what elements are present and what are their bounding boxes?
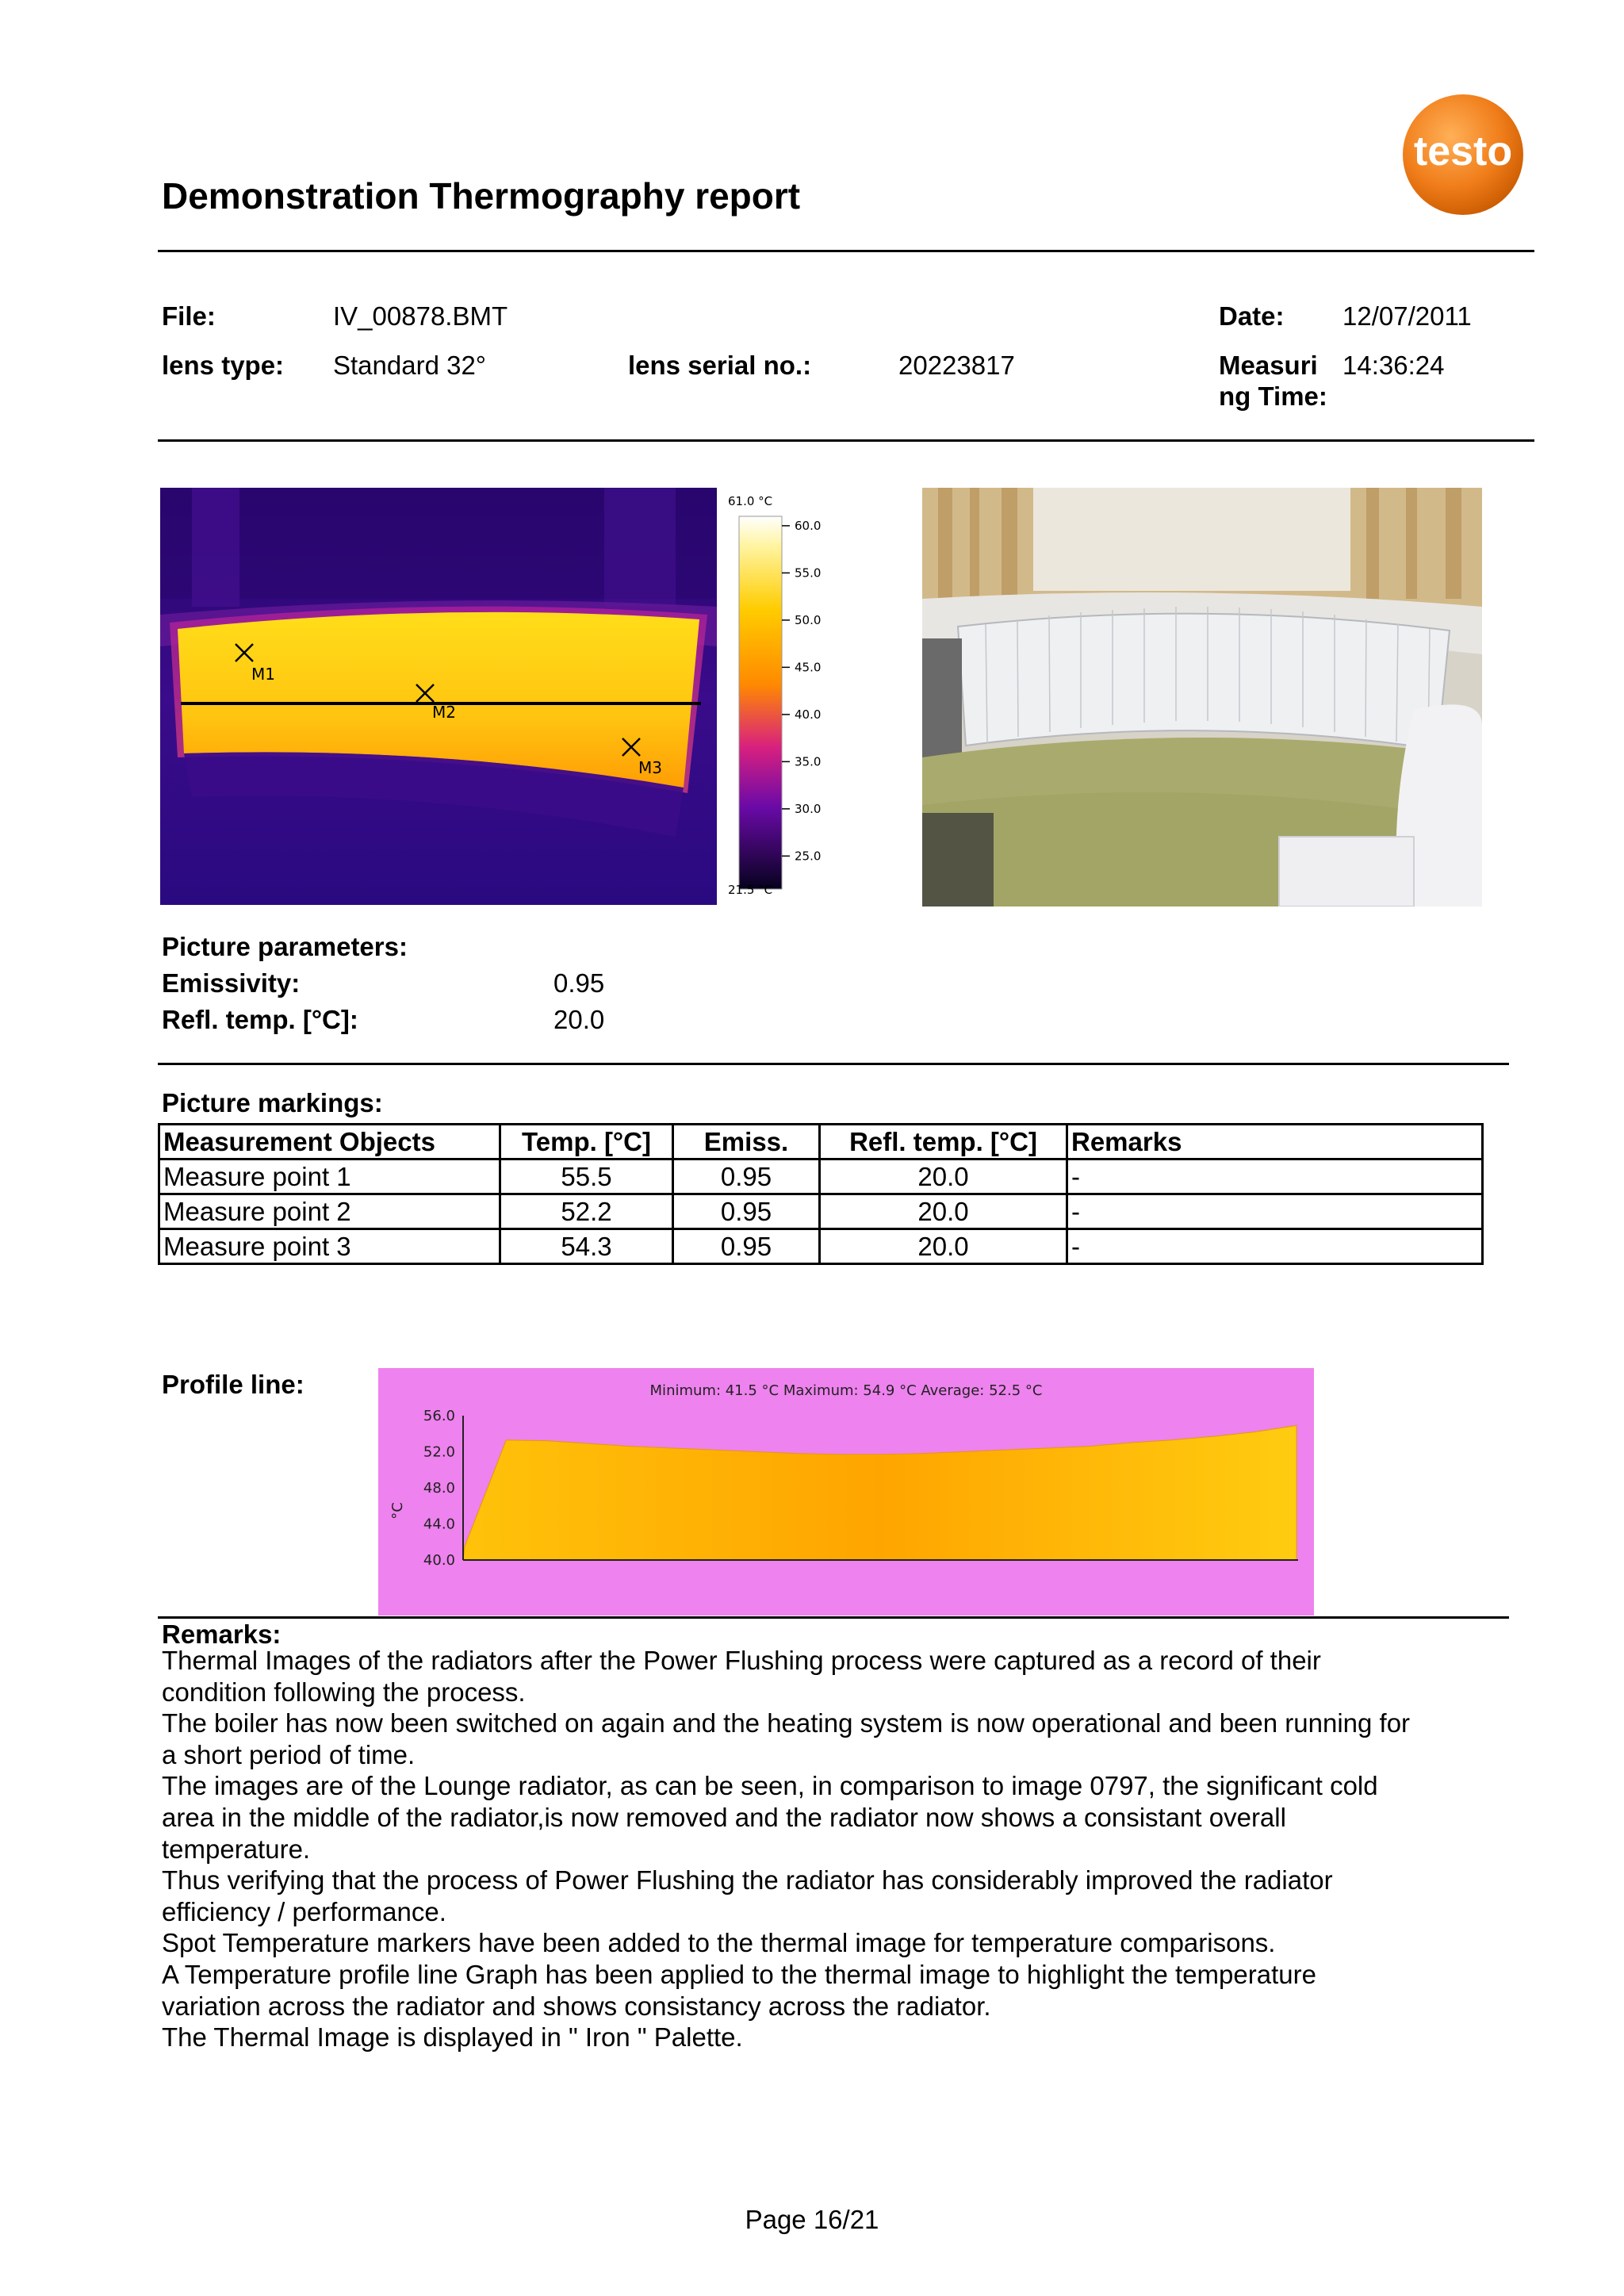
date-label: Date:: [1219, 301, 1285, 331]
cell-refl: 20.0: [820, 1159, 1067, 1194]
remarks-line: a short period of time.: [162, 1739, 416, 1769]
table-row: [159, 1229, 1483, 1264]
cell-emiss: 0.95: [673, 1194, 820, 1229]
scale-tick-label: 60.0: [795, 518, 822, 533]
column-header: Emiss.: [673, 1125, 820, 1159]
remarks-line: efficiency / performance.: [162, 1896, 446, 1926]
cell-object: Measure point 3: [159, 1229, 500, 1264]
logo-text: testo: [1413, 128, 1513, 174]
temperature-scale: [717, 488, 852, 905]
scale-tick-label: 35.0: [795, 754, 822, 769]
file-value: IV_00878.BMT: [333, 301, 508, 331]
refl-temp-value: 20.0: [553, 1005, 605, 1034]
scale-tick-label: 25.0: [795, 849, 822, 864]
testo-logo: [1389, 81, 1537, 228]
scale-min: 21.5 °C: [728, 883, 773, 897]
cell-emiss: 0.95: [673, 1229, 820, 1264]
measuring-time-label-2: ng Time:: [1219, 381, 1327, 411]
scale-tick-label: 30.0: [795, 801, 822, 816]
lens-serial-value: 20223817: [898, 351, 1015, 380]
profile-tick-label: 52.0: [423, 1443, 455, 1461]
remarks-line: The Thermal Image is displayed in " Iron " Palette.: [162, 2022, 743, 2053]
markings-table: [158, 1123, 1484, 1265]
profile-summary: Minimum: 41.5 °C Maximum: 54.9 °C Average: 52.5 °C: [649, 1382, 1043, 1399]
cell-temp: 54.3: [500, 1229, 673, 1264]
profile-tick-label: 40.0: [423, 1552, 455, 1569]
remarks-line: The boiler has now been switched on again and the heating system is now operational and been running for: [162, 1708, 1411, 1738]
emissivity-value: 0.95: [553, 968, 605, 998]
cell-remarks: -: [1067, 1194, 1483, 1229]
cell-temp: 55.5: [500, 1159, 673, 1194]
file-label: File:: [162, 301, 216, 331]
remarks-body: [162, 1645, 1494, 2053]
profile-rule: [158, 1616, 1509, 1619]
lens-type-value: Standard 32°: [333, 351, 487, 380]
visual-photo[interactable]: [922, 488, 1482, 907]
measuring-time-value: 14:36:24: [1342, 351, 1445, 380]
scale-tick-label: 55.0: [795, 565, 822, 581]
scale-tick-label: 50.0: [795, 612, 822, 627]
page-number: Page 16/21: [745, 2205, 879, 2234]
column-header: Remarks: [1067, 1125, 1483, 1159]
profile-heading: Profile line:: [162, 1370, 304, 1399]
parameters-rule: [158, 1063, 1509, 1065]
marker-m3-label: M3: [638, 758, 662, 777]
remarks-line: The images are of the Lounge radiator, as can be seen, in comparison to image 0797, the significant cold: [162, 1771, 1378, 1801]
markings-heading: Picture markings:: [162, 1088, 383, 1117]
remarks-line: variation across the radiator and shows consistancy across the radiator.: [162, 1991, 991, 2021]
remarks-heading: Remarks:: [162, 1619, 282, 1649]
cell-object: Measure point 1: [159, 1159, 500, 1194]
profile-chart[interactable]: [378, 1368, 1314, 1616]
table-header-row: [159, 1125, 1483, 1159]
profile-tick-label: 48.0: [423, 1480, 455, 1497]
cell-emiss: 0.95: [673, 1159, 820, 1194]
scale-max: 61.0 °C: [728, 494, 773, 508]
lens-type-label: lens type:: [162, 351, 285, 380]
date-value: 12/07/2011: [1342, 301, 1472, 331]
scale-tick-label: 40.0: [795, 707, 822, 722]
column-header: Temp. [°C]: [500, 1125, 673, 1159]
thermal-image[interactable]: [160, 488, 717, 905]
cell-remarks: -: [1067, 1159, 1483, 1194]
emissivity-label: Emissivity:: [162, 968, 301, 998]
table-row: [159, 1159, 1483, 1194]
remarks-line: Thus verifying that the process of Power Flushing the radiator has considerably improved the radiator: [162, 1865, 1333, 1895]
info-rule: [158, 439, 1534, 442]
profile-tick-label: 44.0: [423, 1516, 455, 1533]
refl-temp-label: Refl. temp. [°C]:: [162, 1005, 358, 1034]
cell-refl: 20.0: [820, 1229, 1067, 1264]
remarks-line: temperature.: [162, 1834, 311, 1864]
marker-m1-label: M1: [251, 665, 275, 684]
cell-temp: 52.2: [500, 1194, 673, 1229]
header-rule: [158, 250, 1534, 252]
marker-m2-label: M2: [432, 703, 456, 722]
scale-tick-label: 45.0: [795, 660, 822, 675]
remarks-line: A Temperature profile line Graph has been applied to the thermal image to highlight the temperature: [162, 1959, 1316, 1989]
cell-object: Measure point 2: [159, 1194, 500, 1229]
cell-refl: 20.0: [820, 1194, 1067, 1229]
measuring-time-label-1: Measuri: [1219, 351, 1318, 380]
parameters-heading: Picture parameters:: [162, 932, 408, 961]
column-header: Measurement Objects: [159, 1125, 500, 1159]
remarks-line: Thermal Images of the radiators after the Power Flushing process were captured as a record of their: [162, 1646, 1321, 1675]
remarks-line: area in the middle of the radiator,is now removed and the radiator now shows a consistant overall: [162, 1802, 1286, 1832]
profile-tick-label: 56.0: [423, 1408, 455, 1424]
table-row: [159, 1194, 1483, 1229]
profile-y-label: °C: [389, 1502, 406, 1520]
remarks-line: condition following the process.: [162, 1677, 526, 1707]
cell-remarks: -: [1067, 1229, 1483, 1264]
report-title: Demonstration Thermography report: [162, 175, 801, 217]
column-header: Refl. temp. [°C]: [820, 1125, 1067, 1159]
lens-serial-label: lens serial no.:: [628, 351, 812, 380]
remarks-line: Spot Temperature markers have been added to the thermal image for temperature comparisons.: [162, 1928, 1276, 1958]
